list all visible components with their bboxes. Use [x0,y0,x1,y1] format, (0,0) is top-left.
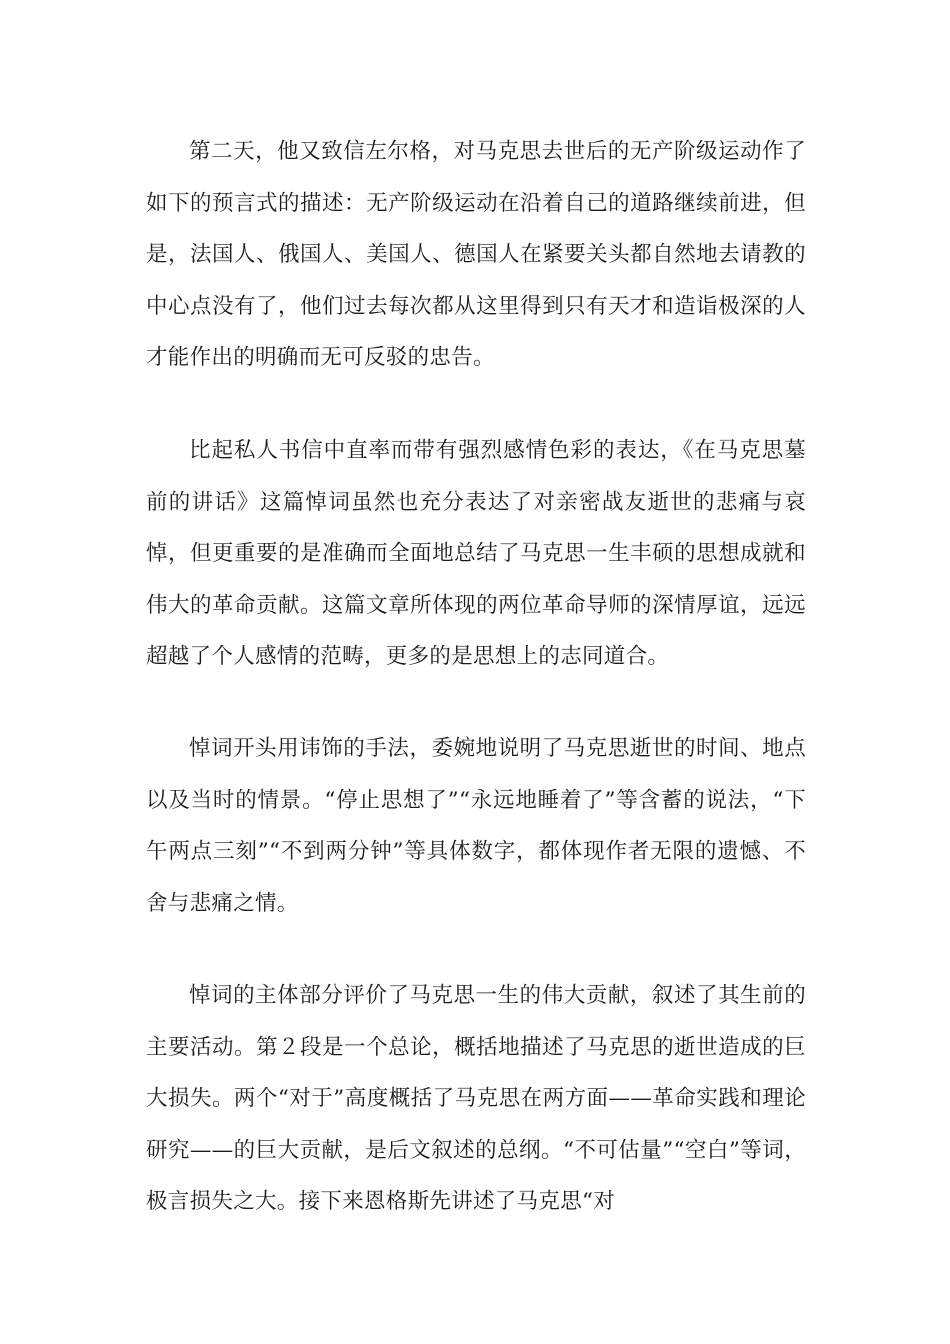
paragraph-letter-to-sorge: 第二天，他又致信左尔格，对马克思去世后的无产阶级运动作了如下的预言式的描述：无产阶级运动在沿着自己的道路继续前进，但是，法国人、俄国人、美国人、德国人在紧要关头都自然地去请教的中心点没有了，他们过去每次都从这里得到只有天才和造诣极深的人才能作出的明确而无可反驳的忠告。 [146,139,806,370]
paragraph-eulogy-body: 悼词的主体部分评价了马克思一生的伟大贡献，叙述了其生前的主要活动。第２段是一个总论，概括地描述了马克思的逝世造成的巨大损失。两个“对于”高度概括了马克思在两方面——革命实践和理论研究——的巨大贡献，是后文叙述的总纲。“不可估量”“空白”等词，极言损失之大。接下来恩格斯先讲述了马克思“对 [146,983,806,1214]
paragraph-eulogy-opening: 悼词开头用讳饰的手法，委婉地说明了马克思逝世的时间、地点以及当时的情景。“停止思想了”“永远地睡着了”等含蓄的说法，“下午两点三刻”“不到两分钟”等具体数字，都体现作者无限的遗憾、不舍与悲痛之情。 [146,736,806,916]
paragraph-eulogy-summary: 比起私人书信中直率而带有强烈感情色彩的表达，《在马克思墓前的讲话》这篇悼词虽然也充分表达了对亲密战友逝世的悲痛与哀悼，但更重要的是准确而全面地总结了马克思一生丰硕的思想成就和伟大的革命贡献。这篇文章所体现的两位革命导师的深情厚谊，远远超越了个人感情的范畴，更多的是思想上的志同道合。 [146,438,806,669]
